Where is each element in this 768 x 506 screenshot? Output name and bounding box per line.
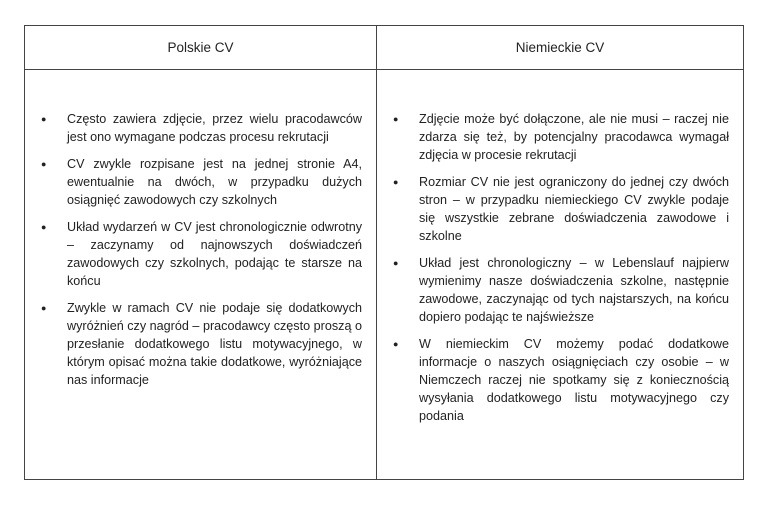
bullet-icon [393, 173, 419, 192]
list-item-text: Układ wydarzeń w CV jest chronologicznie odwrotny – zaczynamy od najnowszych doświadczeń zawodowych czy szkolnych, podając te starsze na końcu [67, 220, 362, 288]
list-item-text: Układ jest chronologiczny – w Lebenslauf najpierw wymienimy nasze doświadczenia szkolne, następnie zawodowe, zaczynając od tych najstarszych, na końcu dopiero podając te najświeższe [419, 256, 729, 324]
bullet-icon [41, 110, 67, 129]
column-header-label: Polskie CV [167, 40, 234, 55]
list-item-text: CV zwykle rozpisane jest na jednej stronie A4, ewentualnie na dwóch, w przypadku dużych osiągnięć zawodowych czy szkolnych [67, 157, 362, 207]
polish-cv-cell [25, 70, 377, 479]
list-item [41, 110, 362, 146]
list-item [393, 173, 729, 245]
list-item [393, 110, 729, 164]
bullet-icon [41, 299, 67, 318]
list-item [41, 218, 362, 290]
bullet-icon [41, 155, 67, 174]
column-header-german-cv [377, 26, 743, 70]
list-item-text: Często zawiera zdjęcie, przez wielu pracodawców jest ono wymagane podczas procesu rekrutacji [67, 112, 362, 144]
list-item-text: Zwykle w ramach CV nie podaje się dodatkowych wyróżnień czy nagród – pracodawcy często proszą o przesłanie dodatkowego listu motywacyjnego, w którym opisać można takie dodatkowe, wyróżniające nas informacje [67, 301, 362, 387]
list-item-text: Zdjęcie może być dołączone, ale nie musi – raczej nie zdarza się też, by potencjalny pracodawca wymagał zdjęcia w procesie rekrutacji [419, 112, 729, 162]
list-item [393, 254, 729, 326]
bullet-icon [41, 218, 67, 237]
column-header-label: Niemieckie CV [515, 40, 605, 55]
bullet-icon [393, 335, 419, 354]
bullet-icon [393, 110, 419, 129]
polish-cv-list [41, 110, 362, 389]
list-item-text: W niemieckim CV możemy podać dodatkowe informacje o naszych osiągnięciach czy osobie – w Niemczech raczej nie spotkamy się z koniecznością wysyłania dodatkowego listu motywacyjnego czy podania [419, 337, 729, 423]
list-item [393, 335, 729, 425]
list-item [41, 299, 362, 389]
column-header-polish-cv [25, 26, 377, 70]
comparison-table [24, 25, 744, 480]
german-cv-list [393, 110, 729, 425]
german-cv-cell [377, 70, 743, 479]
list-item [41, 155, 362, 209]
list-item-text: Rozmiar CV nie jest ograniczony do jednej czy dwóch stron – w przypadku niemieckiego CV zwykle podaje się wszystkie zebrane doświadczenia zawodowe i szkolne [419, 175, 729, 243]
bullet-icon [393, 254, 419, 273]
